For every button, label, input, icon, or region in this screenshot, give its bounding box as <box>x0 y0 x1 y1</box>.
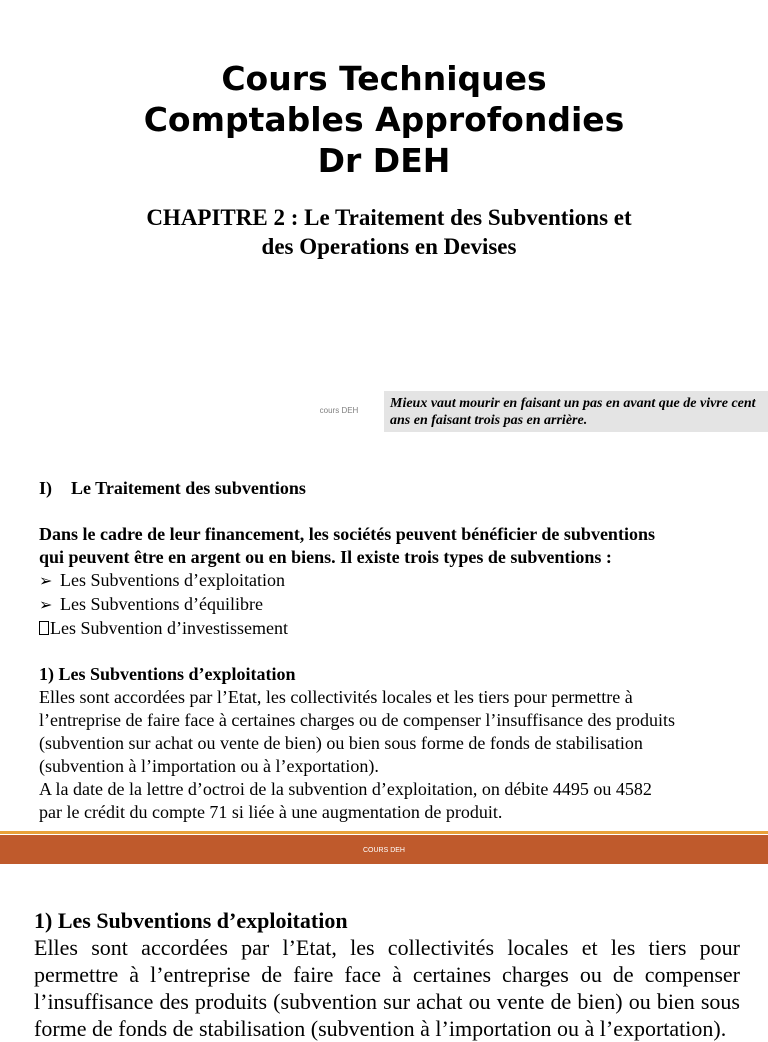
intro-paragraph <box>39 523 759 569</box>
subsidy-types-list <box>39 569 759 640</box>
paragraph-line: (subvention à l’importation ou à l’exportation). <box>39 756 379 776</box>
missing-glyph-icon <box>39 621 49 635</box>
subtitle-line-1: CHAPITRE 2 : Le Traitement des Subventions et <box>146 205 632 230</box>
subsection-paragraph <box>39 686 759 824</box>
footer-accent-line <box>0 831 768 834</box>
chapter-subtitle <box>0 203 768 261</box>
footer-band <box>0 835 768 864</box>
quote-box: Mieux vaut mourir en faisant un pas en avant que de vivre cent ans en faisant trois pas en arrière. <box>384 391 768 432</box>
spacer <box>39 640 759 663</box>
paragraph-line: l’entreprise de faire face à certaines charges ou de compenser l’insuffisance des produits <box>39 710 676 730</box>
section-number: I) <box>39 478 52 498</box>
arrow-bullet-icon: ➢ <box>39 597 53 614</box>
list-item-label: Les Subventions d’équilibre <box>60 594 263 614</box>
list-item <box>39 617 759 640</box>
list-item-label: Les Subvention d’investissement <box>50 618 288 638</box>
intro-line: qui peuvent être en argent ou en biens. Il existe trois types de subventions : <box>39 547 612 567</box>
section-heading <box>39 477 759 500</box>
intro-line: Dans le cadre de leur financement, les sociétés peuvent bénéficier de subventions <box>39 524 655 544</box>
list-item <box>39 569 759 593</box>
paragraph-line: A la date de la lettre d’octroi de la subvention d’exploitation, on débite 4495 ou 4582 <box>39 779 652 799</box>
paragraph-line: Elles sont accordées par l’Etat, les collectivités locales et les tiers pour permettre à <box>39 687 633 707</box>
subsection-paragraph: Elles sont accordées par l’Etat, les collectivités locales et les tiers pour permettre à l’entreprise de faire face à certaines charges ou de compenser l’insuffisance des produits (subvention sur achat ou vente de bien) ou bien sous forme de fonds de stabilisation (subvention à l’importation ou à l’exportation). <box>34 935 740 1041</box>
subtitle-line-2: des Operations en Devises <box>261 234 517 259</box>
section-title: Le Traitement des subventions <box>71 478 306 498</box>
list-item <box>39 593 759 617</box>
document-title <box>0 58 768 181</box>
paragraph-line: (subvention sur achat ou vente de bien) ou bien sous forme de fonds de stabilisation <box>39 733 643 753</box>
subsection-heading: 1) Les Subventions d’exploitation <box>39 664 296 684</box>
title-line-3: Dr DEH <box>317 141 451 180</box>
paragraph-line: par le crédit du compte 71 si liée à une augmentation de produit. <box>39 802 503 822</box>
subsection-heading: 1) Les Subventions d’exploitation <box>34 908 348 933</box>
page-3-content <box>34 907 740 1042</box>
footer-label: cours DEH <box>319 406 359 415</box>
title-line-1: Cours Techniques <box>221 59 547 98</box>
list-item-label: Les Subventions d’exploitation <box>60 570 285 590</box>
page-2-content <box>39 477 759 824</box>
arrow-bullet-icon: ➢ <box>39 573 53 590</box>
footer-band-label: COURS DEH <box>362 847 405 854</box>
title-line-2: Comptables Approfondies <box>143 100 625 139</box>
